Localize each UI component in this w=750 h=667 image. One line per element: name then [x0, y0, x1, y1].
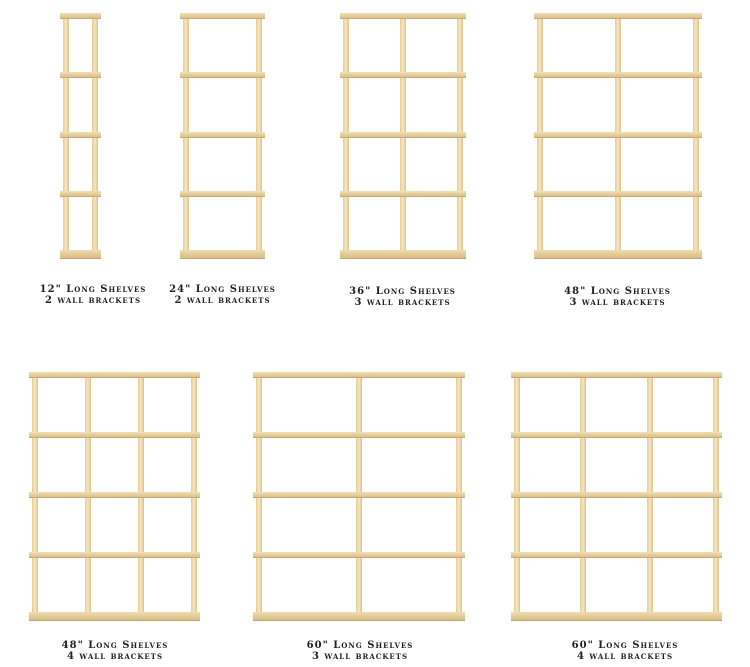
- unit-caption: [28, 284, 158, 306]
- unit-caption: [285, 640, 435, 662]
- unit-caption: [165, 284, 280, 306]
- base-shelf: [340, 250, 466, 259]
- shelf-board: [511, 552, 722, 558]
- shelf-length-label: 48" Long Shelves: [564, 286, 671, 297]
- shelf-board: [253, 492, 465, 498]
- shelf-length-label: 60" Long Shelves: [571, 640, 679, 651]
- shelf-board: [534, 132, 702, 138]
- shelf-board: [511, 432, 722, 438]
- bracket-count-label: 4 wall brackets: [66, 651, 164, 662]
- base-shelf: [253, 612, 465, 621]
- shelf-board: [180, 191, 265, 197]
- shelf-board: [29, 492, 200, 498]
- shelf-board: [60, 72, 101, 78]
- shelf-board: [29, 552, 200, 558]
- base-shelf: [60, 250, 101, 259]
- unit-caption: [330, 286, 475, 308]
- shelf-board: [180, 72, 265, 78]
- shelf-board: [253, 552, 465, 558]
- shelf-length-label: 60" Long Shelves: [306, 640, 414, 651]
- shelf-board: [534, 13, 702, 19]
- shelf-board: [60, 13, 101, 19]
- shelf-length-label: 36" Long Shelves: [349, 286, 456, 297]
- unit-caption: [40, 640, 190, 662]
- bracket-count-label: 2 wall brackets: [174, 295, 271, 306]
- bracket-count-label: 3 wall brackets: [311, 651, 409, 662]
- shelf-board: [29, 372, 200, 378]
- shelf-board: [534, 191, 702, 197]
- shelf-board: [180, 132, 265, 138]
- unit-caption: [550, 640, 700, 662]
- bracket-count-label: 4 wall brackets: [576, 651, 674, 662]
- bracket-count-label: 2 wall brackets: [44, 295, 142, 306]
- shelf-length-label: 24" Long Shelves: [169, 284, 276, 295]
- shelf-length-label: 12" Long Shelves: [39, 284, 147, 295]
- base-shelf: [511, 612, 722, 621]
- shelf-board: [340, 13, 466, 19]
- base-shelf: [534, 250, 702, 259]
- shelf-board: [60, 132, 101, 138]
- shelf-board: [253, 432, 465, 438]
- shelf-board: [511, 372, 722, 378]
- shelf-board: [340, 72, 466, 78]
- base-shelf: [29, 612, 200, 621]
- shelf-board: [180, 13, 265, 19]
- shelf-board: [340, 132, 466, 138]
- bracket-count-label: 3 wall brackets: [354, 297, 451, 308]
- shelf-board: [253, 372, 465, 378]
- shelf-length-label: 48" Long Shelves: [61, 640, 169, 651]
- shelf-board: [340, 191, 466, 197]
- bracket-count-label: 3 wall brackets: [569, 297, 666, 308]
- unit-caption: [545, 286, 690, 308]
- base-shelf: [180, 250, 265, 259]
- shelf-board: [534, 72, 702, 78]
- shelf-board: [511, 492, 722, 498]
- shelf-board: [29, 432, 200, 438]
- shelf-board: [60, 191, 101, 197]
